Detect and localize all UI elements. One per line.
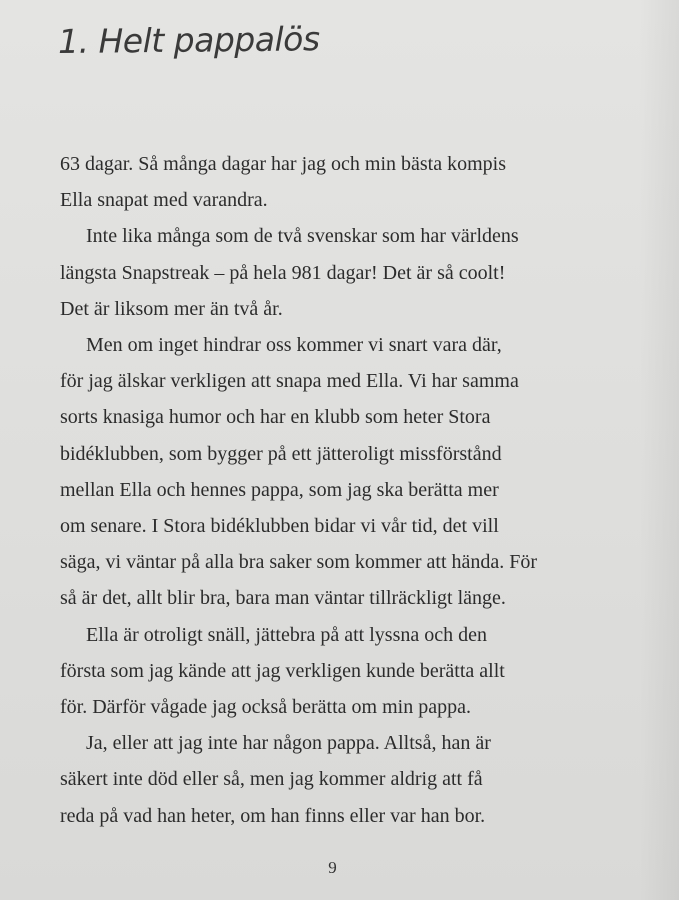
chapter-title: 1. Helt pappalös xyxy=(57,19,320,61)
text-line: för jag älskar verkligen att snapa med Ella. Vi har samma xyxy=(60,370,519,393)
text-line: Inte lika många som de två svenskar som har världens xyxy=(86,225,519,248)
text-line: Men om inget hindrar oss kommer vi snart vara där, xyxy=(86,334,502,357)
text-line: Ella snapat med varandra. xyxy=(60,189,268,212)
text-line: första som jag kände att jag verkligen kunde berätta allt xyxy=(60,659,505,682)
text-line: sorts knasiga humor och har en klubb som heter Stora xyxy=(60,406,491,429)
text-line: säkert inte död eller så, men jag kommer aldrig att få xyxy=(60,768,483,791)
text-line: reda på vad han heter, om han finns eller var han bor. xyxy=(60,804,486,827)
text-line: bidéklubben, som bygger på ett jätteroligt missförstånd xyxy=(60,442,502,465)
text-line: Ja, eller att jag inte har någon pappa. Alltså, han är xyxy=(86,732,491,755)
text-line: längsta Snapstreak – på hela 981 dagar! Det är så coolt! xyxy=(60,261,506,284)
text-line: 63 dagar. Så många dagar har jag och min bästa kompis xyxy=(60,153,506,175)
page-shadow xyxy=(639,0,679,900)
text-line: så är det, allt blir bra, bara man väntar tillräckligt länge. xyxy=(60,587,506,610)
text-line: för. Därför vågade jag också berätta om min pappa. xyxy=(60,696,471,719)
text-line: Det är liksom mer än två år. xyxy=(60,297,283,320)
page-number: 9 xyxy=(328,858,337,877)
body-text xyxy=(60,146,600,834)
text-line: säga, vi väntar på alla bra saker som kommer att hända. För xyxy=(60,551,538,574)
text-line: mellan Ella och hennes pappa, som jag ska berätta mer xyxy=(60,478,499,501)
text-line: om senare. I Stora bidéklubben bidar vi vår tid, det vill xyxy=(60,515,499,538)
text-line: Ella är otroligt snäll, jättebra på att lyssna och den xyxy=(86,623,487,646)
